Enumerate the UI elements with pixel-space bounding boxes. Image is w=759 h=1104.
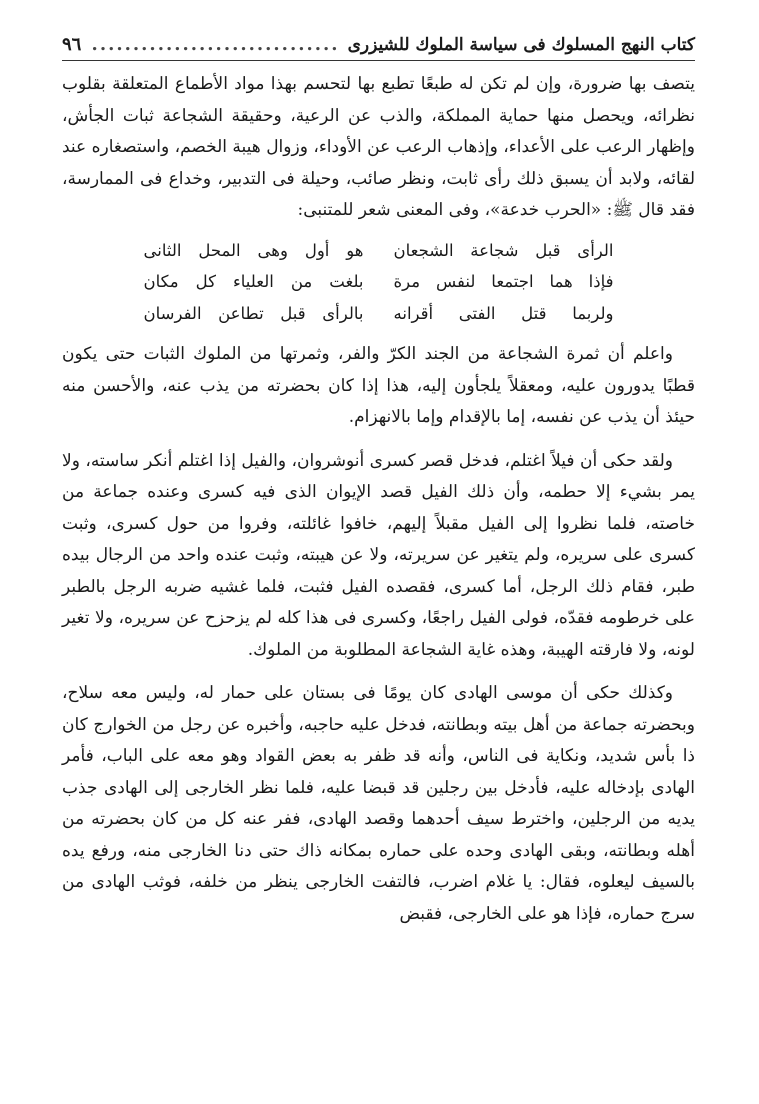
verse-3-first-hemistich: ولربما قتل الفتى أقرانه: [393, 303, 614, 323]
book-title: كتاب النهج المسلوك فى سياسة الملوك للشيزرى: [347, 35, 695, 55]
running-header: [62, 34, 695, 61]
leader-dots: [89, 34, 339, 56]
poem-verse-1: [62, 235, 695, 267]
poem-verse-2: [62, 266, 695, 298]
verse-3-second-hemistich: بالرأى قبل تطاعن الفرسان: [143, 303, 364, 323]
verse-1-first-hemistich: الرأى قبل شجاعة الشجعان: [393, 240, 614, 260]
verse-2-second-hemistich: بلغت من العلياء كل مكان: [143, 272, 364, 291]
verse-1-second-hemistich: هو أول وهى المحل الثانى: [143, 240, 364, 260]
paragraph-1: يتصف بها ضرورة، وإن لم تكن له طبعًا تطبع بها لتحسم بهذا مواد الأطماع المتعلقة بقلوب نظرائه، ويحصل منها حماية المملكة، والذب عن الرعية، وحقيقة الشجاعة ثبات الجأش، وإظهار الرعب على الأعداء، وإذهاب الرعب عن الأوداء، وزوال هيبة الخصم، واستصغاره عند لقائه، ولابد أن يسبق ذلك رأى ثابت، ونظر صائب، وحيلة فى التدبير، وخداع فى الممارسة، فقد قال ﷺ: «الحرب خدعة»، وفى المعنى شعر للمتنبى:: [62, 74, 695, 220]
paragraph-4: وكذلك حكى أن موسى الهادى كان يومًا فى بستان على حمار له، وليس معه سلاح، وبحضرته جماعة من أهل بيته وبطانته، فدخل عليه حاجبه، وأخبره عن رجل من الخوارج كان ذا بأس شديد، ونكاية فى الناس، وأنه قد ظفر به بعض القواد وهو معه على الباب، فأمر الهادى بإدخاله عليه، فأدخل بين رجلين قد قبضا عليه، فلما نظر الخارجى إلى الهادى جذب يديه من الرجلين، واخترط سيف أحدهما وقصد الهادى، ففر عنه كل من كان بحضرته من أهله وبطانته، وبقى الهادى وحده على حماره بمكانه ذاك حتى دنا الخارجى منه، ورفع يده بالسيف ليعلوه، فقال: يا غلام اضرب، فالتفت الخارجى ينظر من خلفه، فوثب الهادى من سرج حماره، فإذا هو على الخارجى، فقبض: [62, 683, 695, 924]
page-number: ٩٦: [62, 34, 82, 55]
verse-2-first-hemistich: فإذا هما اجتمعا لنفس مرة: [393, 272, 614, 291]
poem-verse-3: [62, 298, 695, 330]
paragraph-2: واعلم أن ثمرة الشجاعة من الجند الكرّ والفر، وثمرتها من الملوك الثبات حتى يكون قطبًا يدورون عليه، ومعقلاً يلجأون إليه، هذا إذا كان بحضرته من يذب عنه، والأحسن منه حيئذ أن يذب عن نفسه، إما بالإقدام وإما بالانهزام.: [62, 344, 695, 427]
poem: [62, 235, 695, 330]
paragraph-3: ولقد حكى أن فيلاً اغتلم، فدخل قصر كسرى أنوشروان، والفيل إذا اغتلم أنكر ساسته، ولا يمر بشيء إلا حطمه، وأن ذلك الفيل قصد الإيوان الذى فيه كسرى وعنده جماعة من خاصته، فلما نظروا إلى الفيل مقبلاً إليهم، خافوا غائلته، وفروا من حول كسرى، وثبت كسرى على سريره، ولم يتغير عن سريرته، ولا عن هيبته، وثبت عنده واحد من الرجال بيده طبر، فقام ذلك الرجل، أما كسرى، فقصده الفيل فثبت، فلما غشيه ضربه الرجل بالطبر على خرطومه فقدّه، فولى الفيل راجعًا، وكسرى فى هذا كله لم يزحزح عن سريره، ولا تغير لونه، ولا فارقته الهيبة، وهذه غاية الشجاعة المطلوبة من الملوك.: [62, 450, 695, 660]
